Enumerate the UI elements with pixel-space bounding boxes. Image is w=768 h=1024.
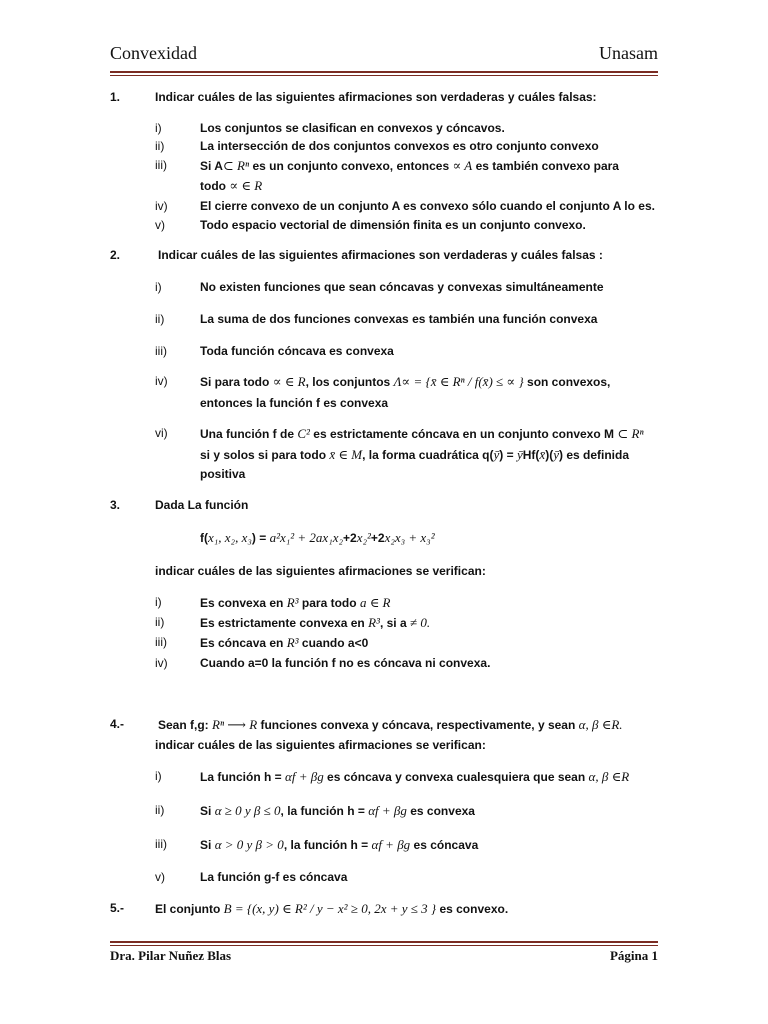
math-expression: α, β ∈R. <box>578 717 623 732</box>
math-expression: C² <box>297 426 310 441</box>
q2-item-numeral: vi) <box>155 426 168 440</box>
header-rule <box>110 71 658 73</box>
math-expression: α, β ∈R <box>588 769 630 784</box>
q1-item-text: La intersección de dos conjuntos convexos es otro conjunto convexo <box>200 139 599 153</box>
header-rule-thin <box>110 75 658 76</box>
math-expression: ȳ <box>493 447 500 462</box>
q1-item-numeral: i) <box>155 121 162 135</box>
q2-item-numeral: iii) <box>155 344 167 358</box>
math-expression: ⊂ Rⁿ <box>617 426 644 441</box>
q1-number: 1. <box>110 90 121 104</box>
math-expression: R³ <box>286 635 299 650</box>
math-expression: α > 0 y β > 0 <box>214 837 284 852</box>
q3-item-numeral: ii) <box>155 615 165 629</box>
q3-item-numeral: iii) <box>155 635 167 649</box>
math-expression: ≠ 0. <box>409 615 431 630</box>
q1-item-numeral: v) <box>155 218 165 232</box>
q1-item-text: Si A⊂ Rⁿ es un conjunto convexo, entonces ∝ A es también convexo para <box>200 158 619 173</box>
q4-item-numeral: ii) <box>155 803 165 817</box>
q2-item-text: No existen funciones que sean cóncavas y convexas simultáneamente <box>200 280 604 294</box>
q3-item-text: Es convexa en R³ para todo a ∈ R <box>200 595 391 610</box>
q1-statement: Indicar cuáles de las siguientes afirmaciones son verdaderas y cuáles falsas: <box>155 90 597 104</box>
q1-item-numeral: iii) <box>155 158 167 172</box>
q1-item-text: Los conjuntos se clasifican en convexos y cóncavos. <box>200 121 505 135</box>
math-expression: R³ <box>286 595 299 610</box>
q4-item-text: La función h = αf + βg es cóncava y convexa cualesquiera que sean α, β ∈R <box>200 769 630 784</box>
math-expression: x̄ ∈ M <box>329 447 363 462</box>
q2-item-numeral: i) <box>155 280 162 294</box>
q3-number: 3. <box>110 498 121 512</box>
footer-rule <box>110 941 658 943</box>
q1-item-text-cont: todo ∝ ∈ R <box>200 178 263 193</box>
math-expression: ∝ ∈ R <box>229 178 263 193</box>
footer-author: Dra. Pilar Nuñez Blas <box>110 948 232 963</box>
header-title: Convexidad <box>110 43 197 63</box>
q2-item-text: Una función f de C² es estrictamente cóncava en un conjunto convexo M ⊂ Rⁿ <box>200 426 644 441</box>
math-expression: R³ <box>368 615 380 630</box>
math-expression: ȳ <box>516 447 523 462</box>
q4-item-numeral: v) <box>155 870 165 884</box>
q1-item-text: El cierre convexo de un conjunto A es convexo sólo cuando el conjunto A lo es. <box>200 199 655 213</box>
q1-item-text: Todo espacio vectorial de dimensión finita es un conjunto convexo. <box>200 218 586 232</box>
q3-statement: Dada La función <box>155 498 249 512</box>
footer-rule-thin <box>110 945 658 946</box>
page-header <box>110 43 658 64</box>
q3-formula: f(x₁, x₂, x₃) = a²x₁² + 2ax₁x₂+2x₂²+2x₂x₃ + x₃² <box>200 530 435 545</box>
math-expression: ⊂ Rⁿ <box>222 158 250 173</box>
q2-item-text: Toda función cóncava es convexa <box>200 344 394 358</box>
q5-number: 5.- <box>110 901 125 915</box>
q4-item-text: Si α > 0 y β > 0, la función h = αf + βg es cóncava <box>200 837 479 852</box>
q1-item-numeral: ii) <box>155 139 165 153</box>
q3-intro: indicar cuáles de las siguientes afirmaciones se verifican: <box>155 564 486 578</box>
q2-item-text-cont: positiva <box>200 467 246 481</box>
math-expression: αf + βg <box>285 769 324 784</box>
q2-item-text: Si para todo ∝ ∈ R, los conjuntos Λ∝ = {x̄ ∈ Rⁿ / f(x̄) ≤ ∝ } son convexos, <box>200 374 611 389</box>
math-expression: αf + βg <box>368 803 407 818</box>
q2-number: 2. <box>110 248 121 262</box>
q2-item-text-cont: entonces la función f es convexa <box>200 396 389 410</box>
q3-item-numeral: i) <box>155 595 162 609</box>
math-expression: ∝ A <box>452 158 473 173</box>
math-expression: ȳ <box>553 447 559 462</box>
math-expression: α ≥ 0 y β ≤ 0 <box>214 803 281 818</box>
page-number: Página 1 <box>609 948 658 963</box>
q3-item-text: Es cóncava en R³ cuando a<0 <box>200 635 369 650</box>
q2-statement: Indicar cuáles de las siguientes afirmaciones son verdaderas y cuáles falsas : <box>158 248 603 262</box>
header-institution: Unasam <box>599 43 658 63</box>
page-footer <box>110 948 658 964</box>
q4-number: 4.- <box>110 717 125 731</box>
q4-item-numeral: iii) <box>155 837 167 851</box>
q4-item-text: La función g-f es cóncava <box>200 870 348 884</box>
q2-item-text: La suma de dos funciones convexas es también una función convexa <box>200 312 598 326</box>
q3-item-text: Cuando a=0 la función f no es cóncava ni convexa. <box>200 656 491 670</box>
math-expression: ∝ ∈ R <box>272 374 306 389</box>
math-expression: Rⁿ ⟶ R <box>212 717 258 732</box>
q5-statement: El conjunto B = {(x, y) ∈ R² / y − x² ≥ 0, 2x + y ≤ 3 } es convexo. <box>155 901 509 916</box>
math-expression: a ∈ R <box>359 595 391 610</box>
q2-item-numeral: ii) <box>155 312 165 326</box>
math-expression: αf + βg <box>371 837 411 852</box>
q4-intro: indicar cuáles de las siguientes afirmaciones se verifican: <box>155 738 486 752</box>
q3-item-numeral: iv) <box>155 656 168 670</box>
q1-item-numeral: iv) <box>155 199 168 213</box>
q2-item-numeral: iv) <box>155 374 168 388</box>
q2-item-text-cont: si y solos si para todo x̄ ∈ M, la forma cuadrática q(ȳ) = ȳHf(x̄)(ȳ) es definida <box>200 447 629 462</box>
math-expression: x̄ <box>539 447 546 462</box>
math-expression: B = {(x, y) ∈ R² / y − x² ≥ 0, 2x + y ≤ 3 } <box>223 901 437 916</box>
q4-statement: Sean f,g: Rⁿ ⟶ R funciones convexa y cóncava, respectivamente, y sean α, β ∈R. <box>158 717 623 732</box>
q3-item-text: Es estrictamente convexa en R³, si a ≠ 0. <box>200 615 431 630</box>
q4-item-text: Si α ≥ 0 y β ≤ 0, la función h = αf + βg es convexa <box>200 803 475 818</box>
q4-item-numeral: i) <box>155 769 162 783</box>
math-expression: Λ∝ = {x̄ ∈ Rⁿ / f(x̄) ≤ ∝ } <box>393 374 524 389</box>
